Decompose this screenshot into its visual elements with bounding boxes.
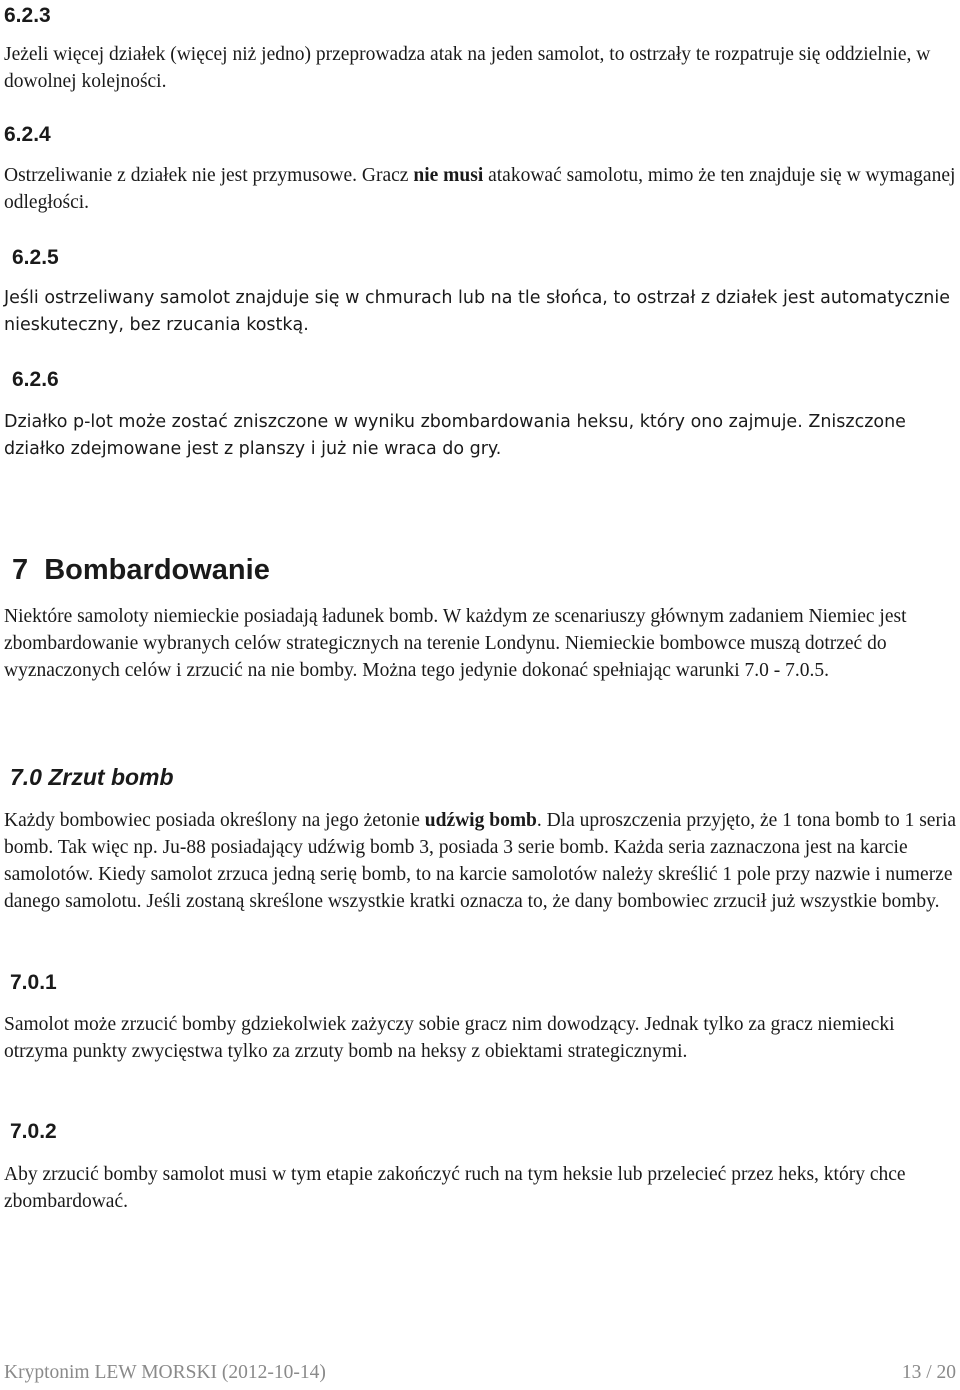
section-heading-6-2-4 [4,123,51,147]
section-heading-6-2-4-text: 6.2.4 [4,123,51,146]
section-heading-6-2-6: 6.2.6 [12,368,59,391]
section-text-6-2-4-b: atakować samolotu, mimo że ten znajduje się w wymaganej odległości. [4,165,956,213]
section-text-6-2-4 [4,162,956,216]
section-text-6-2-4-bold: nie musi [413,165,484,186]
section-heading-7-0-2: 7.0.2 [10,1120,57,1143]
section-text-7-0-b: . Dla uproszczenia przyjęto, że 1 tona bomb to 1 seria bomb. Tak więc np. Ju-88 posiadający udźwig bomb 3, posiada 3 serie bomb. Każda seria zaznaczona jest na karcie samolotów. Kiedy samolot zrzuca jedną serię bomb, to na karcie samolotów należy skreślić 1 pole przy nazwie i numerze danego samolotu. Jeśli zostaną skreślone wszystkie kratki oznacza to, że dany bombowiec zrzucił już wszystkie bomby. [4,810,957,912]
section-text-6-2-3: Jeżeli więcej działek (więcej niż jedno) przeprowadza atak na jeden samolot, to ostrzały te rozpatruje się oddzielnie, w dowolnej kolejności. [4,44,931,92]
section-text-7-0-2: Aby zrzucić bomby samolot musi w tym etapie zakończyć ruch na tym heksie lub przelecieć przez heks, który chce zbombardować. [4,1164,906,1212]
section-heading-6-2-5: 6.2.5 [12,246,59,269]
section-heading-6-2-3: 6.2.3 [4,4,51,27]
section-heading-7-0-1: 7.0.1 [10,971,57,994]
footer-page-number: 13 / 20 [901,1362,956,1383]
section-text-7-0-a: Każdy bombowiec posiada określony na jego żetonie [4,810,425,831]
section-text-6-2-6: Działko p-lot może zostać zniszczone w wyniku zbombardowania heksu, który ono zajmuje. Zniszczone działko zdejmowane jest z planszy i już nie wraca do gry. [4,412,906,459]
chapter-text-7: Niektóre samoloty niemieckie posiadają ładunek bomb. W każdym ze scenariuszy głównym zadaniem Niemiec jest zbombardowanie wybranych celów strategicznych na terenie Londynu. Niemieckie bombowce muszą dotrzeć do wyznaczonych celów i zrzucić na nie bomby. Można tego jedynie dokonać spełniając warunki 7.0 - 7.0.5. [4,606,907,681]
section-text-6-2-4-a: Ostrzeliwanie z działek nie jest przymusowe. Gracz [4,165,414,186]
chapter-heading-7: 7 Bombardowanie [12,554,270,586]
section-text-7-0-bold: udźwig bomb [424,810,537,831]
section-text-7-0 [4,807,956,915]
section-heading-7-0: 7.0 Zrzut bomb [10,764,174,790]
section-text-7-0-1: Samolot może zrzucić bomby gdziekolwiek zażyczy sobie gracz nim dowodzący. Jednak tylko za gracz niemiecki otrzyma punkty zwycięstwa tylko za zrzuty bomb na heksy z obiektami strategicznymi. [4,1014,895,1062]
footer-document-title: Kryptonim LEW MORSKI (2012-10-14) [4,1362,326,1383]
section-text-6-2-5: Jeśli ostrzeliwany samolot znajduje się w chmurach lub na tle słońca, to ostrzał z działek jest automatycznie nieskuteczny, bez rzucania kostką. [4,288,951,335]
